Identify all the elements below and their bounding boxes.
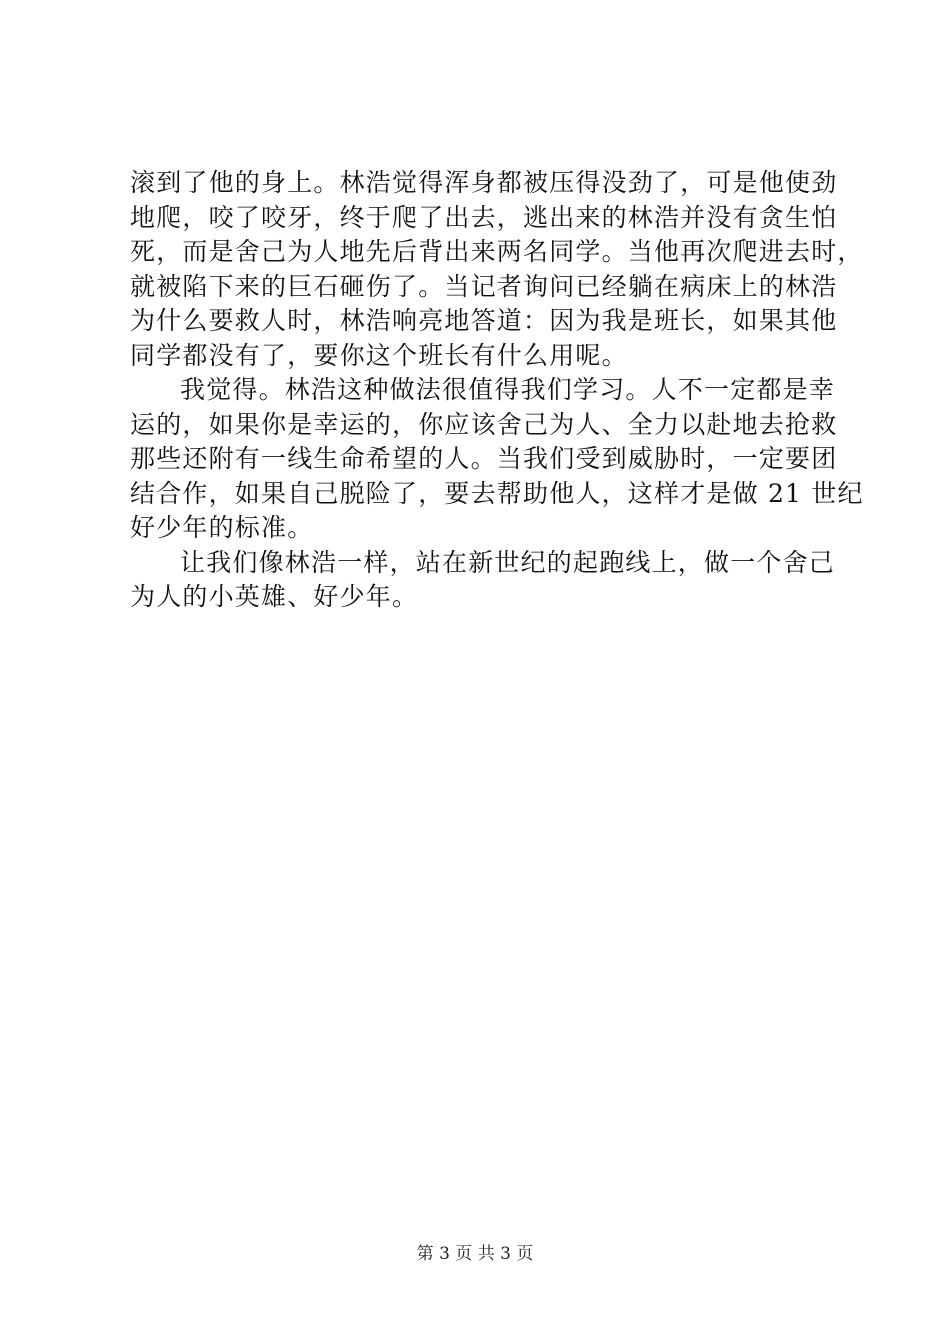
paragraph-line: 为什么要救人时，林浩响亮地答道：因为我是班长，如果其他 [130,306,838,335]
paragraph-line: 就被陷下来的巨石砸伤了。当记者询问已经躺在病床上的林浩 [130,271,838,301]
paragraph-line: 那些还附有一线生命希望的人。当我们受到威胁时，一定要团 [130,444,838,473]
paragraph-1 [130,166,864,373]
paragraph-line: 同学都没有了，要你这个班长有什么用呢。 [130,340,628,370]
paragraph-2 [130,373,864,546]
paragraph-3 [130,546,836,615]
paragraph-line: 我觉得。林浩这种做法很值得我们学习。人不一定都是幸 [180,375,836,404]
paragraph-line: 为人的小英雄、好少年。 [130,582,419,611]
paragraph-line: 滚到了他的身上。林浩觉得浑身都被压得没劲了，可是他使劲 [130,168,838,197]
paragraph-line: 结合作，如果自己脱险了，要去帮助他人，这样才是做 21 世纪 [130,478,864,508]
page-number-footer: 第 3 页 共 3 页 [416,1244,534,1264]
document-body [130,166,864,615]
paragraph-line: 好少年的标准。 [130,513,314,542]
paragraph-line: 运的，如果你是幸运的，你应该舍己为人、全力以赴地去抢救 [130,409,838,439]
paragraph-line: 让我们像林浩一样，站在新世纪的起跑线上，做一个舍己 [180,547,836,577]
paragraph-line: 死，而是舍己为人地先后背出来两名同学。当他再次爬进去时， [130,237,864,266]
paragraph-line: 地爬，咬了咬牙，终于爬了出去，逃出来的林浩并没有贪生怕 [130,202,838,232]
